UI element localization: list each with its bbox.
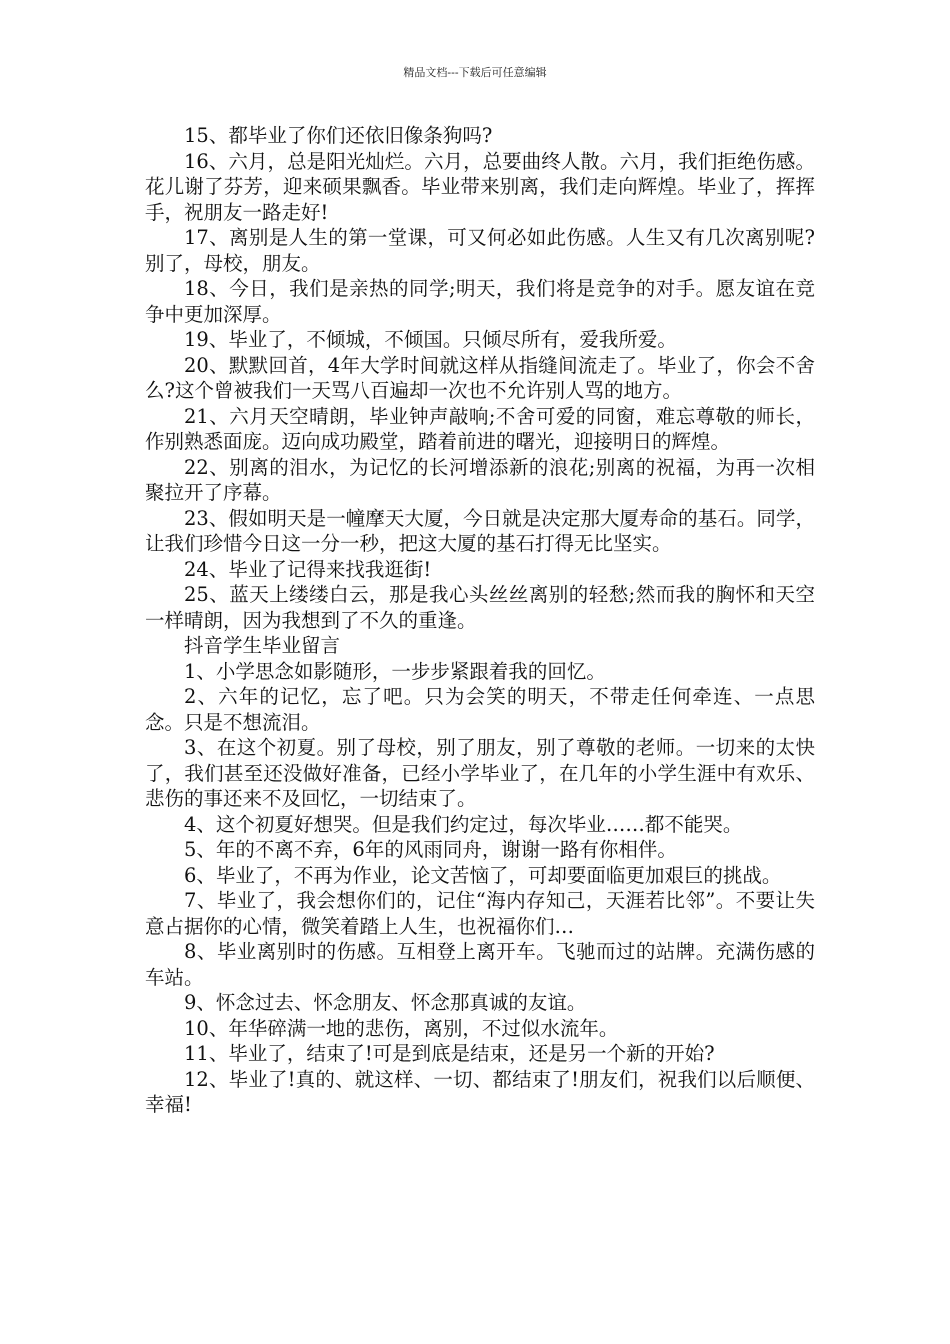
page-header: 精品文档---下载后可任意编辑 — [403, 66, 547, 79]
document-body — [145, 123, 815, 1118]
paragraph-3: 3、在这个初夏。别了母校，别了朋友，别了尊敬的老师。一切来的太快了，我们甚至还没做好准备，已经小学毕业了，在几年的小学生涯中有欢乐、悲伤的事还来不及回忆，一切结束了。 — [145, 736, 815, 810]
section-heading: 抖音学生毕业留言 — [184, 634, 341, 657]
paragraph-22: 22、别离的泪水，为记忆的长河增添新的浪花;别离的祝福，为再一次相聚拉开了序幕。 — [145, 455, 815, 504]
paragraph-4: 4、这个初夏好想哭。但是我们约定过，每次毕业……都不能哭。 — [184, 812, 743, 836]
paragraph-23: 23、假如明天是一幢摩天大厦，今日就是决定那大厦寿命的基石。同学，让我们珍惜今日这一分一秒，把这大厦的基石打得无比坚实。 — [145, 506, 815, 555]
paragraph-2: 2、六年的记忆，忘了吧。只为会笑的明天，不带走任何牵连、一点思念。只是不想流泪。 — [145, 685, 815, 734]
paragraph-17: 17、离别是人生的第一堂课，可又何必如此伤感。人生又有几次离别呢?别了，母校，朋友。 — [145, 226, 815, 275]
paragraph-20: 20、默默回首，4年大学时间就这样从指缝间流走了。毕业了，你会不舍么?这个曾被我们一天骂八百遍却一次也不允许别人骂的地方。 — [145, 353, 815, 402]
paragraph-5: 5、年的不离不弃，6年的风雨同舟，谢谢一路有你相伴。 — [184, 838, 677, 861]
paragraph-24: 24、毕业了记得来找我逛街! — [184, 557, 432, 581]
paragraph-1: 1、小学思念如影随形，一步步紧跟着我的回忆。 — [184, 659, 606, 683]
paragraph-8: 8、毕业离别时的伤感。互相登上离开车。飞驰而过的站牌。充满伤感的车站。 — [145, 940, 815, 989]
paragraph-9: 9、怀念过去、怀念朋友、怀念那真诚的友谊。 — [184, 991, 587, 1014]
paragraph-25: 25、蓝天上缕缕白云，那是我心头丝丝离别的轻愁;然而我的胸怀和天空一样晴朗，因为我想到了不久的重逢。 — [145, 583, 815, 632]
paragraph-12: 12、毕业了!真的、就这样、一切、都结束了!朋友们，祝我们以后顺便、幸福! — [145, 1067, 815, 1116]
paragraph-21: 21、六月天空晴朗，毕业钟声敲响;不舍可爱的同窗，难忘尊敬的师长，作别熟悉面庞。迈向成功殿堂，踏着前进的曙光，迎接明日的辉煌。 — [145, 404, 815, 453]
paragraph-10: 10、年华碎满一地的悲伤，离别，不过似水流年。 — [184, 1016, 619, 1040]
paragraph-11: 11、毕业了，结束了!可是到底是结束，还是另一个新的开始? — [184, 1042, 715, 1065]
paragraph-16: 16、六月，总是阳光灿烂。六月，总要曲终人散。六月，我们拒绝伤感。花儿谢了芬芳，迎来硕果飘香。毕业带来别离，我们走向辉煌。毕业了，挥挥手，祝朋友一路走好! — [145, 149, 815, 224]
paragraph-6: 6、毕业了，不再为作业，论文苦恼了，可却要面临更加艰巨的挑战。 — [184, 863, 782, 887]
paragraph-7: 7、毕业了，我会想你们的，记住“海内存知己，天涯若比邻”。不要让失意占据你的心情，微笑着踏上人生，也祝福你们… — [145, 889, 815, 938]
paragraph-19: 19、毕业了，不倾城，不倾国。只倾尽所有，爱我所爱。 — [184, 328, 677, 351]
paragraph-18: 18、今日，我们是亲热的同学;明天，我们将是竞争的对手。愿友谊在竞争中更加深厚。 — [145, 277, 815, 326]
paragraph-15: 15、都毕业了你们还依旧像条狗吗? — [184, 124, 493, 147]
